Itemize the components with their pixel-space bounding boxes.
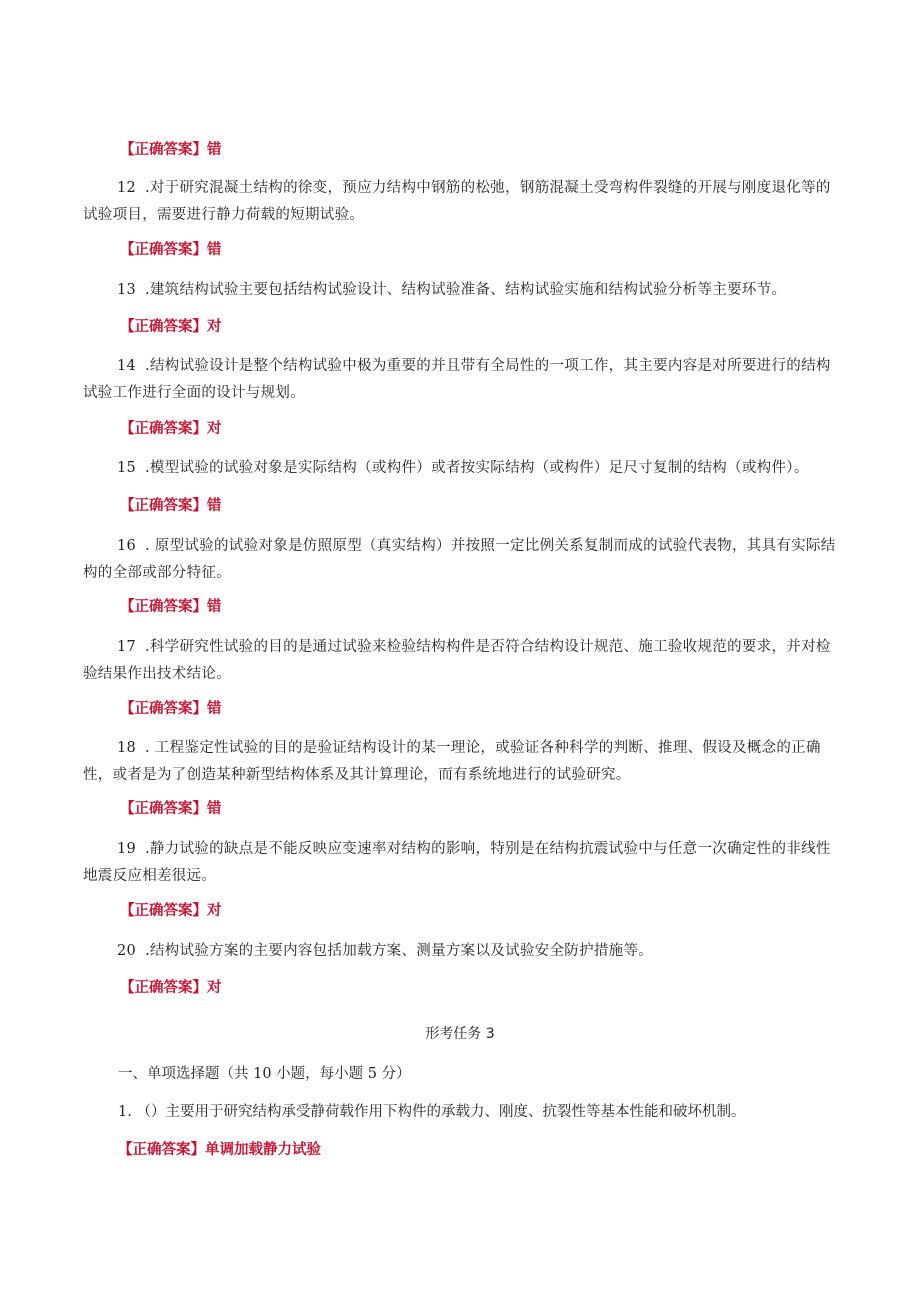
question-number: 19 <box>117 841 137 857</box>
answer-line <box>120 699 222 719</box>
task-heading: 形考任务 3 <box>425 1026 495 1042</box>
answer-prefix: 【正确答案】 <box>120 421 207 437</box>
answer-line <box>120 317 222 337</box>
question-12 <box>83 175 843 229</box>
answer-line <box>120 240 222 260</box>
question-16 <box>83 533 843 587</box>
answer-prefix: 【正确答案】 <box>120 801 207 817</box>
answer-value: 对 <box>207 319 222 335</box>
answer-value: 错 <box>207 801 222 817</box>
question-number: 18 <box>117 740 137 756</box>
question-text: . 工程鉴定性试验的目的是验证结构设计的某一理论，或验证各种科学的判断、推理、假设及概念的正确性，或者是为了创造某种新型结构体系及其计算理论，而有系统地进行的试验研究。 <box>83 740 821 783</box>
answer-line <box>118 1140 321 1160</box>
answer-value: 错 <box>207 242 222 258</box>
question-number: 14 <box>117 358 137 374</box>
question-13 <box>83 277 843 304</box>
answer-value: 单调加载静力试验 <box>205 1142 321 1158</box>
answer-prefix: 【正确答案】 <box>120 701 207 717</box>
answer-prefix: 【正确答案】 <box>120 980 207 996</box>
answer-prefix: 【正确答案】 <box>120 903 207 919</box>
question-text: .建筑结构试验主要包括结构试验设计、结构试验准备、结构试验实施和结构试验分析等主要环节。 <box>140 282 787 298</box>
question-number: 16 <box>117 538 137 554</box>
question-text: .结构试验设计是整个结构试验中极为重要的并且带有全局性的一项工作，其主要内容是对所要进行的结构试验工作进行全面的设计与规划。 <box>83 358 831 401</box>
question-number: 15 <box>117 460 137 476</box>
answer-value: 对 <box>207 980 222 996</box>
question-text: . 原型试验的试验对象是仿照原型（真实结构）并按照一定比例关系复制而成的试验代表物，其具有实际结构的全部或部分特征。 <box>83 538 836 581</box>
answer-value: 错 <box>207 701 222 717</box>
answer-line <box>120 140 222 160</box>
answer-value: 错 <box>207 498 222 514</box>
question-number: 12 <box>117 180 137 196</box>
question-text: .对于研究混凝土结构的徐变，预应力结构中钢筋的松弛，钢筋混凝土受弯构件裂缝的开展与刚度退化等的试验项目，需要进行静力荷载的短期试验。 <box>83 180 831 223</box>
answer-value: 对 <box>207 903 222 919</box>
question-text: .科学研究性试验的目的是通过试验来检验结构构件是否符合结构设计规范、施工验收规范的要求，并对检验结果作出技术结论。 <box>83 639 831 682</box>
answer-line <box>120 597 222 617</box>
answer-prefix: 【正确答案】 <box>120 498 207 514</box>
question-20 <box>83 938 843 965</box>
question-19 <box>83 836 843 890</box>
answer-line <box>120 419 222 439</box>
question-1: 1. （）主要用于研究结构承受静荷载作用下构件的承载力、刚度、抗裂性等基本性能和破坏机制。 <box>118 1104 746 1120</box>
question-text: .静力试验的缺点是不能反映应变速率对结构的影响，特别是在结构抗震试验中与任意一次确定性的非线性地震反应相差很远。 <box>83 841 831 884</box>
answer-value: 对 <box>207 421 222 437</box>
answer-line <box>120 799 222 819</box>
question-17 <box>83 634 843 688</box>
answer-prefix: 【正确答案】 <box>118 1142 205 1158</box>
question-number: 17 <box>117 639 137 655</box>
answer-value: 错 <box>207 599 222 615</box>
answer-line <box>120 978 222 998</box>
question-15 <box>83 455 863 482</box>
answer-prefix: 【正确答案】 <box>120 599 207 615</box>
answer-value: 错 <box>207 142 222 158</box>
answer-prefix: 【正确答案】 <box>120 242 207 258</box>
question-14 <box>83 353 843 407</box>
section-title: 一、单项选择题（共 10 小题，每小题 5 分） <box>118 1066 411 1082</box>
answer-line <box>120 496 222 516</box>
question-18 <box>83 735 843 789</box>
question-text: .模型试验的试验对象是实际结构（或构件）或者按实际结构（或构件）足尺寸复制的结构（或构件）。 <box>140 460 809 476</box>
question-number: 20 <box>117 943 137 959</box>
question-text: .结构试验方案的主要内容包括加载方案、测量方案以及试验安全防护措施等。 <box>140 943 654 959</box>
question-number: 13 <box>117 282 137 298</box>
answer-line <box>120 901 222 921</box>
answer-prefix: 【正确答案】 <box>120 319 207 335</box>
answer-prefix: 【正确答案】 <box>120 142 207 158</box>
